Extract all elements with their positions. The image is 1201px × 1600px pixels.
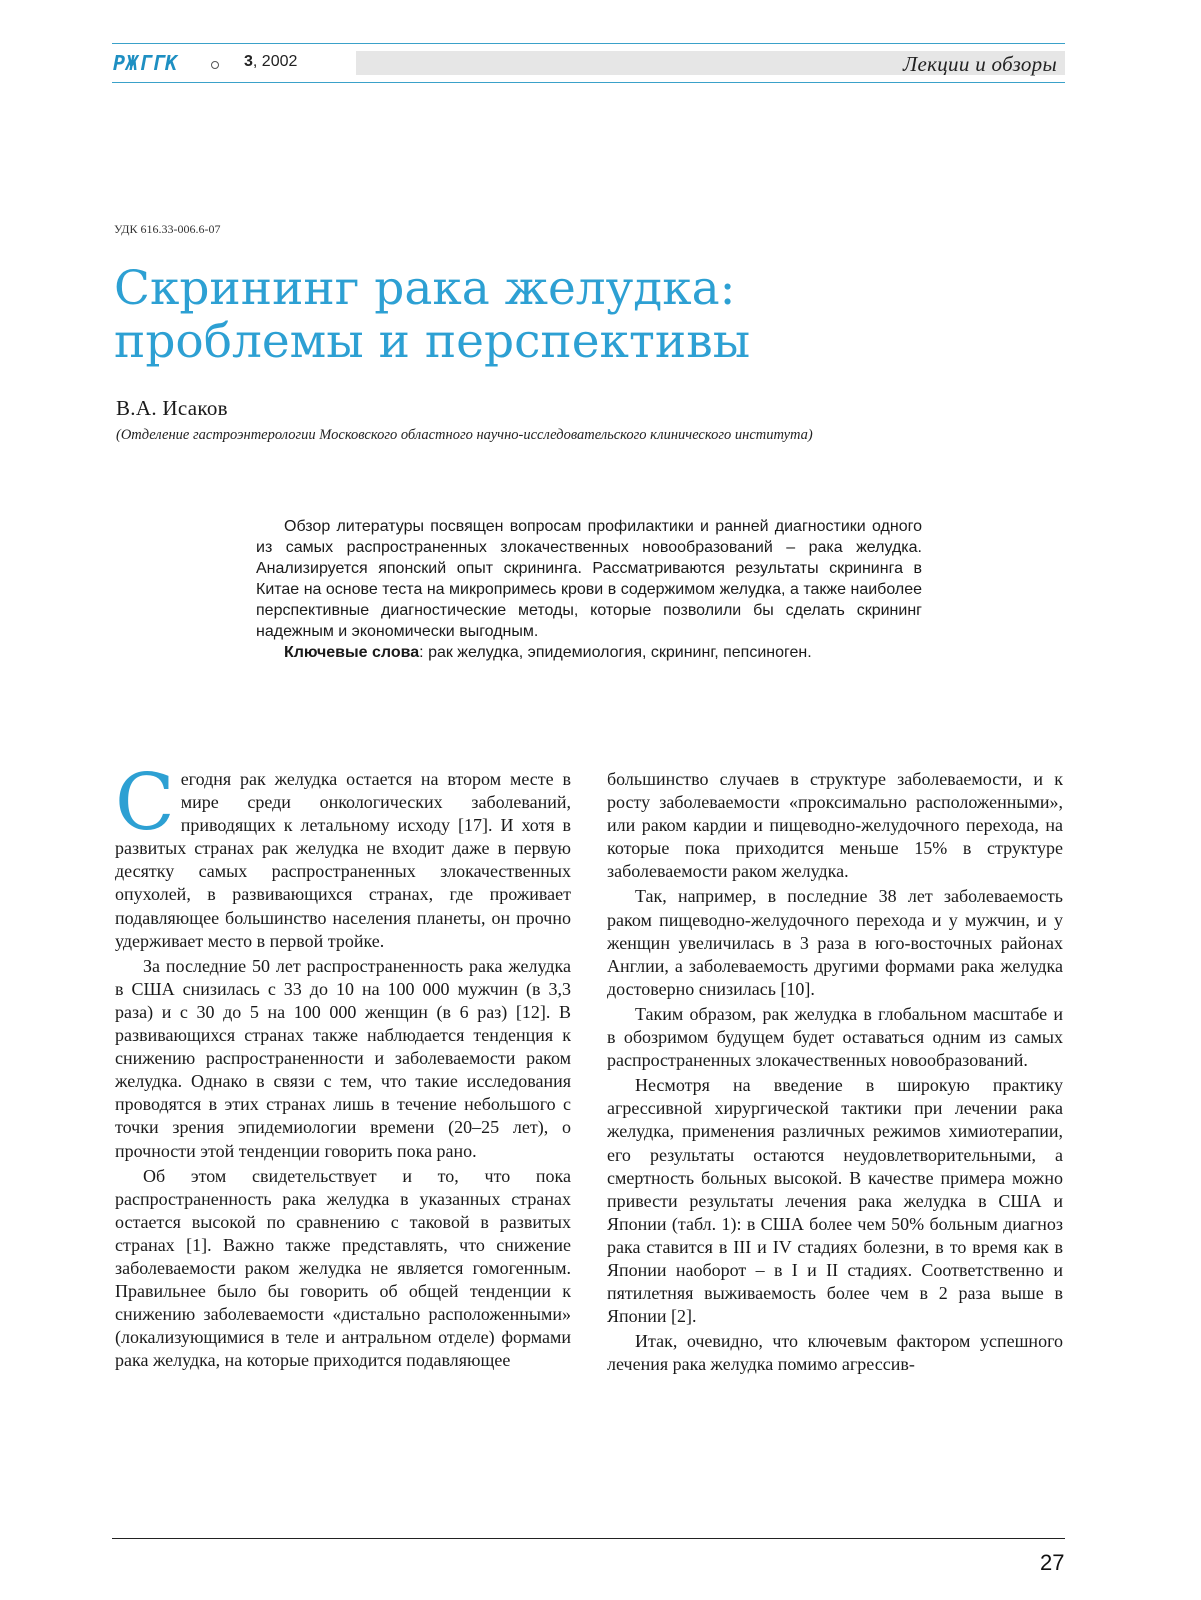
keywords-text: : рак желудка, эпидемиология, скрининг, пепсиноген. — [419, 644, 812, 661]
keywords-label: Ключевые слова — [284, 644, 420, 661]
body-paragraph: большинство случаев в структуре заболеваемости, и к росту заболеваемости «проксимально расположенными», или раком кардии и пищеводно-желудочного перехода, на которые пока приходится меньше 15% в структуре заболеваемости раком желудка. — [607, 769, 1063, 882]
udk-code: УДК 616.33-006.6-07 — [114, 222, 221, 236]
abstract-text: Обзор литературы посвящен вопросам профилактики и ранней диагностики одного из самых распространенных злокачественных новообразований – рака желудка. Анализируется японский опыт скрининга. Рассматриваются результаты скрининга в Китае на основе теста на микропримесь крови в содержимом желудка, а также наиболее перспективные диагностические методы, которые позволили бы сделать скрининг надежным и экономически выгодным. — [256, 518, 922, 640]
body-paragraph: Несмотря на введение в широкую практику агрессивной хирургической тактики при лечении рака желудка, применения различных режимов химиотерапии, его результаты остаются неудовлетворительными, а смертность больных высокой. В качестве примера можно привести результаты лечения рака желудка в США и Японии (табл. 1): в США более чем 50% больным диагноз рака ставится в III и IV стадиях болезни, в то время как в Японии наоборот – в I и II стадиях. Соответственно и пятилетняя выживаемость более чем в 2 раза выше в Японии [2]. — [607, 1075, 1063, 1327]
drop-cap: С — [115, 758, 175, 848]
header-top-rule — [112, 43, 1065, 44]
journal-logo: РЖГГК — [113, 51, 179, 75]
body-column-left — [115, 758, 571, 1374]
body-paragraph: За последние 50 лет распространенность рака желудка в США снизилась с 33 до 10 на 100 000 мужчин (в 3,3 раза) и с 30 до 5 на 100 000 женщин (в 6 раз) [12]. В развивающихся странах также наблюдается тенденция к снижению распространенности и заболеваемости раком желудка. Однако в связи с тем, что такие исследования проводятся в этих странах лишь в течение небольшого с точки зрения эпидемиологии времени (20–25 лет), о прочности этой тенденции говорить пока рано. — [115, 955, 571, 1161]
paragraph-text: егодня рак желудка остается на втором месте в мире среди онкологических заболеваний, приводящих к летальному исходу [17]. И хотя в развитых странах рак желудка не входит даже в первую десятку самых распространенных злокачественных опухолей, в развивающихся странах, где проживает подавляющее большинство населения планеты, он прочно удерживает место в первой тройке. — [115, 769, 571, 951]
issue-number: 3 — [244, 53, 253, 70]
keywords-line — [256, 642, 922, 663]
bullet-circle-icon — [211, 61, 219, 69]
page-number: 27 — [1040, 1550, 1065, 1575]
section-bar — [356, 51, 1065, 75]
title-line-2: проблемы и перспективы — [114, 314, 751, 369]
issue-info — [244, 53, 297, 71]
article-title — [114, 262, 1014, 368]
header-bottom-rule — [112, 82, 1065, 83]
body-paragraph: Так, например, в последние 38 лет заболеваемость раком пищеводно-желудочного перехода и у мужчин, и у женщин увеличилась в 3 раза в юго-восточных районах Англии, а заболеваемость другими формами рака желудка достоверно снизилась [10]. — [607, 886, 1063, 999]
author-affiliation: (Отделение гастроэнтерологии Московского областного научно-исследовательского клинического института) — [116, 427, 813, 443]
section-label: Лекции и обзоры — [902, 52, 1057, 76]
footer-rule — [112, 1538, 1065, 1539]
title-line-1: Скрининг рака желудка: — [114, 261, 736, 316]
body-paragraph: Об этом свидетельствует и то, что пока распространенность рака желудка в указанных странах остается высокой по сравнению с таковой в развитых странах [1]. Важно также представлять, что снижение заболеваемости раком желудка не является гомогенным. Правильнее было бы говорить об общей тенденции к снижению заболеваемости «дистально расположенными» (локализующимися в теле и антральном отделе) формами рака желудка, на которые приходится подавляющее — [115, 1165, 571, 1371]
body-paragraph: Итак, очевидно, что ключевым фактором успешного лечения рака желудка помимо агрессив- — [607, 1331, 1063, 1375]
body-column-right — [607, 768, 1063, 1378]
issue-year: , 2002 — [252, 53, 298, 70]
body-paragraph — [115, 758, 571, 953]
running-header — [112, 51, 1065, 75]
author-name: В.А. Исаков — [116, 396, 228, 420]
body-paragraph: Таким образом, рак желудка в глобальном масштабе и в обозримом будущем будет оставаться одним из самых распространенных злокачественных новообразований. — [607, 1003, 1063, 1071]
abstract — [256, 516, 922, 663]
